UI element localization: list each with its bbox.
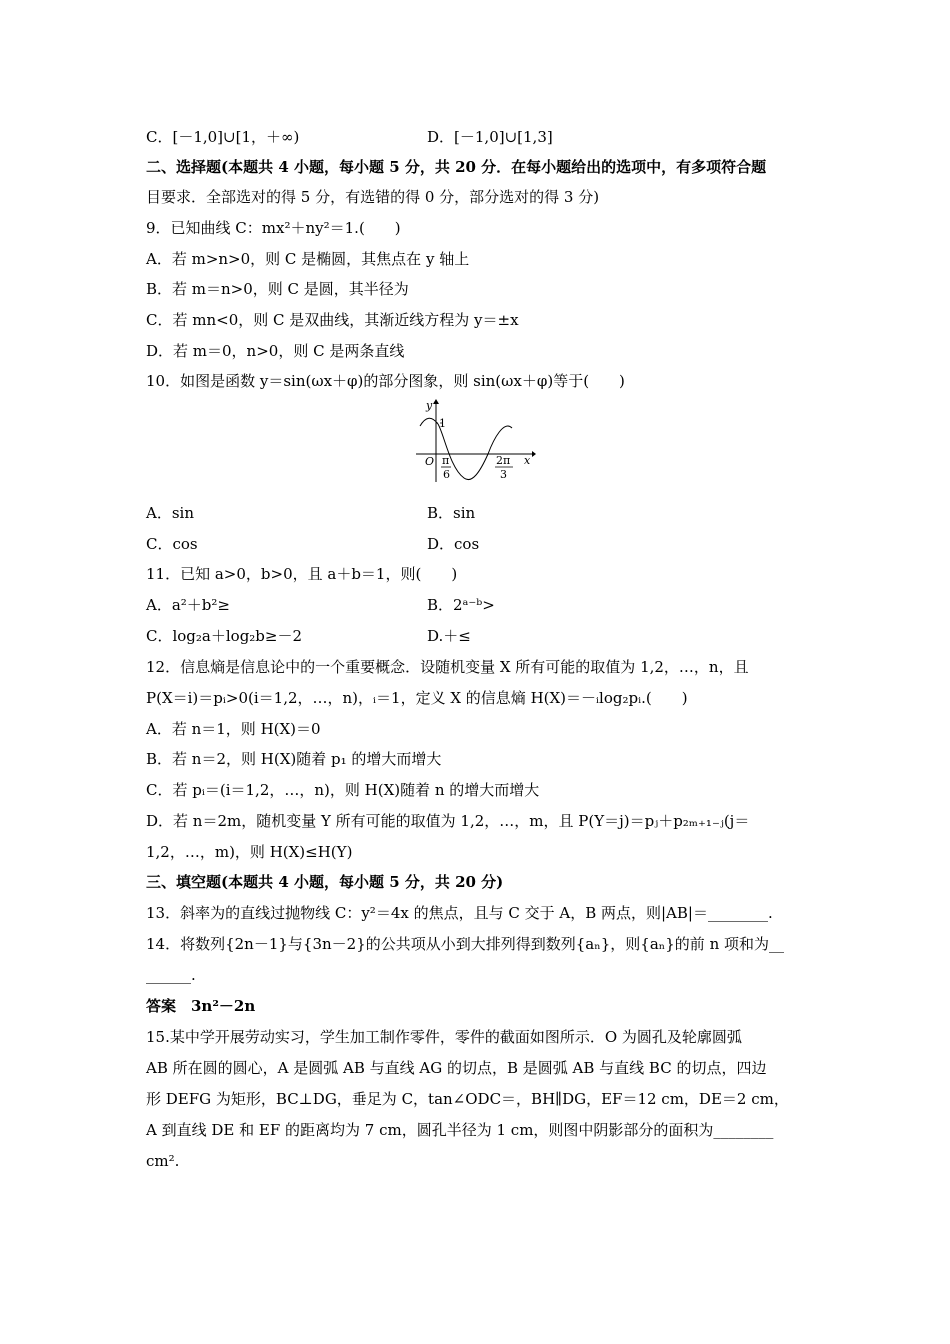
question-15: 15.某中学开展劳动实习，学生加工制作零件，零件的截面如图所示．O 为圆孔及轮廓圆弧 [146, 1028, 742, 1046]
sine-curve [420, 418, 512, 479]
section-heading-fill-in: 三、填空题(本题共 4 小题，每小题 5 分，共 20 分) [146, 873, 504, 891]
question-14: 14．将数列{2n－1}与{3n－2}的公共项从小到大排列得到数列{aₙ}，则{aₙ}的前 n 项和为__ [146, 935, 784, 953]
q12-option-b: B．若 n＝2，则 H(X)随着 p₁ 的增大而增大 [146, 750, 442, 768]
section-note: 目要求．全部选对的得 5 分，有选错的得 0 分，部分选对的得 3 分) [146, 188, 600, 206]
q12-option-c: C．若 pᵢ＝(i＝1,2，…，n)，则 H(X)随着 n 的增大而增大 [146, 781, 540, 799]
question-9: 9．已知曲线 C：mx²＋ny²＝1.( ) [146, 219, 401, 237]
x-label: x [524, 454, 531, 467]
y-axis-arrow [433, 399, 439, 404]
q10-option-d: D．cos [427, 535, 480, 553]
tick2-num: 2π [496, 454, 511, 467]
question-15-line3: 形 DEFG 为矩形，BC⊥DG，垂足为 C，tan∠ODC＝，BH∥DG，EF＝12 cm，DE＝2 cm， [146, 1090, 789, 1108]
q9-option-b: B．若 m＝n>0，则 C 是圆，其半径为 [146, 280, 409, 298]
tick1-den: 6 [443, 468, 450, 481]
q10-option-c: C．cos [146, 535, 198, 553]
q9-option-c: C．若 mn<0，则 C 是双曲线，其渐近线方程为 y＝±x [146, 311, 519, 329]
q10-option-a: A．sin [146, 504, 194, 522]
q11-option-d: D.＋≤ [427, 627, 471, 645]
section-heading-multiple-choice: 二、选择题(本题共 4 小题，每小题 5 分，共 20 分．在每小题给出的选项中，有多项符合题 [146, 158, 767, 176]
question-10: 10．如图是函数 y＝sin(ωx＋φ)的部分图象，则 sin(ωx＋φ)等于( ) [146, 372, 625, 390]
question-13: 13．斜率为的直线过抛物线 C：y²＝4x 的焦点，且与 C 交于 A，B 两点，则|AB|＝________. [146, 904, 773, 922]
q12-option-d-cont: 1,2，…，m)，则 H(X)≤H(Y) [146, 843, 353, 861]
q11-option-c: C．log₂a＋log₂b≥－2 [146, 627, 303, 645]
q10-option-b: B．sin [427, 504, 476, 522]
q11-option-b: B．2ᵃ⁻ᵇ> [427, 596, 495, 614]
q11-option-a: A．a²＋b²≥ [146, 596, 230, 614]
x-axis-arrow [532, 451, 536, 457]
question-12: 12．信息熵是信息论中的一个重要概念．设随机变量 X 所有可能的取值为 1,2，…，n，且 [146, 658, 749, 676]
question-15-line5: cm². [146, 1152, 180, 1170]
origin-label: O [425, 455, 435, 468]
question-15-line2: AB 所在圆的圆心，A 是圆弧 AB 与直线 AG 的切点，B 是圆弧 AB 与直线 BC 的切点，四边 [146, 1059, 767, 1077]
question-12-cont: P(X＝i)＝pᵢ>0(i＝1,2，…，n)，ᵢ＝1，定义 X 的信息熵 H(X)＝－ᵢlog₂pᵢ.( ) [146, 689, 688, 707]
q9-option-d: D．若 m＝0，n>0，则 C 是两条直线 [146, 342, 405, 360]
question-11: 11．已知 a>0，b>0，且 a＋b＝1，则( ) [146, 565, 458, 583]
question-14-cont: ______. [146, 966, 196, 984]
tick1-num: π [442, 454, 450, 467]
q12-option-a: A．若 n＝1，则 H(X)＝0 [146, 720, 321, 738]
question-15-line4: A 到直线 DE 和 EF 的距离均为 7 cm，圆孔半径为 1 cm，则图中阴影部分的面积为________ [146, 1121, 774, 1139]
sine-graph [412, 398, 537, 486]
tick2-den: 3 [500, 468, 507, 481]
answer-14: 答案 3n²－2n [146, 997, 256, 1015]
option-9d-prev: D．[－1,0]∪[1,3] [427, 128, 553, 146]
q9-option-a: A．若 m>n>0，则 C 是椭圆，其焦点在 y 轴上 [146, 250, 470, 268]
q12-option-d: D．若 n＝2m，随机变量 Y 所有可能的取值为 1,2，…，m，且 P(Y＝j)＝pⱼ＋p₂ₘ₊₁₋ⱼ(j＝ [146, 812, 750, 830]
option-9c-prev: C．[－1,0]∪[1，＋∞) [146, 128, 300, 146]
one-label: 1 [439, 417, 446, 430]
y-label: y [426, 399, 433, 412]
